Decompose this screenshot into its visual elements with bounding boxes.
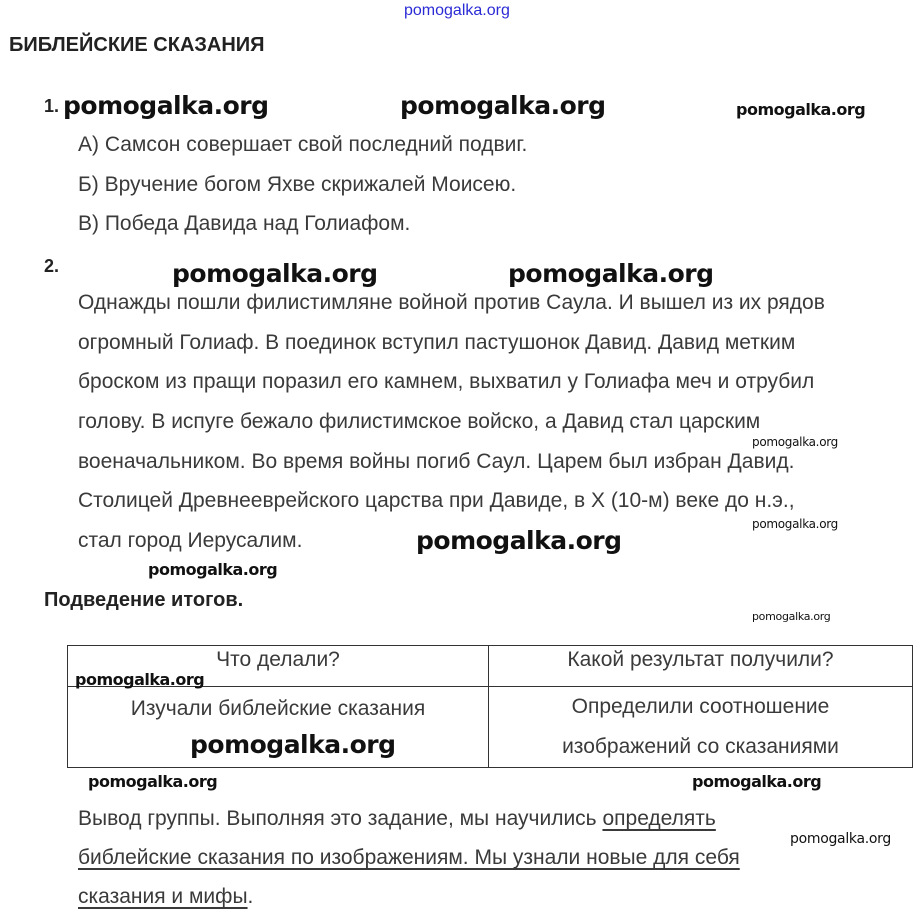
table-header-cell: Какой результат получили? xyxy=(489,646,913,687)
watermark: pomogalka.org xyxy=(508,259,714,288)
watermark: pomogalka.org xyxy=(692,772,822,791)
watermark: pomogalka.org xyxy=(63,91,269,120)
task-1-number: 1. xyxy=(44,96,60,116)
watermark: pomogalka.org xyxy=(190,730,396,759)
task-2-line: военачальником. Во время войны погиб Саул. Царем был избран Давид. xyxy=(78,450,795,473)
task-2-line: огромный Голиаф. В поединок вступил пастушонок Давид. Давид метким xyxy=(78,331,796,354)
watermark: pomogalka.org xyxy=(736,100,866,119)
page-title: БИБЛЕЙСКИЕ СКАЗАНИЯ xyxy=(9,34,265,56)
watermark: pomogalka.org xyxy=(752,435,838,449)
table-header-cell: Что делали? xyxy=(68,646,489,687)
task-2-line: броском из пращи поразил его камнем, выхватил у Голиафа меч и отрубил xyxy=(78,370,815,393)
task-2-line: стал город Иерусалим. xyxy=(78,529,303,552)
conclusion-line-2 xyxy=(78,846,740,870)
watermark: pomogalka.org xyxy=(400,91,606,120)
watermark: pomogalka.org xyxy=(416,526,622,555)
watermark: pomogalka.org xyxy=(790,831,891,847)
conclusion-underlined: определять xyxy=(602,807,716,830)
summary-heading: Подведение итогов. xyxy=(44,589,244,611)
watermark: pomogalka.org xyxy=(148,560,278,579)
watermark: pomogalka.org xyxy=(88,772,218,791)
task-1-item-c: В) Победа Давида над Голиафом. xyxy=(78,212,411,235)
task-2-line: голову. В испуге бежало филистимское войско, а Давид стал царским xyxy=(78,410,761,433)
task-1-item-a: А) Самсон совершает свой последний подвиг. xyxy=(78,133,528,156)
conclusion-text: . xyxy=(247,885,254,908)
watermark: pomogalka.org xyxy=(75,670,205,689)
watermark: pomogalka.org xyxy=(172,259,378,288)
task-1-item-b: Б) Вручение богом Яхве скрижалей Моисею. xyxy=(78,173,517,196)
conclusion-text: Вывод группы. Выполняя это задание, мы научились xyxy=(78,807,603,830)
conclusion-line-1 xyxy=(78,807,716,831)
conclusion-underlined: библейские сказания по изображениям. Мы узнали новые для себя xyxy=(78,846,740,869)
watermark: pomogalka.org xyxy=(752,517,838,531)
table-cell: Определили соотношение изображений со сказаниями xyxy=(489,687,913,768)
task-2-number: 2. xyxy=(44,256,60,276)
conclusion-underlined: сказания и мифы xyxy=(78,885,248,908)
table-cell: Изучали библейские сказания xyxy=(68,687,489,768)
watermark-top: pomogalka.org xyxy=(404,2,510,19)
conclusion-line-3 xyxy=(78,885,253,909)
watermark: pomogalka.org xyxy=(752,610,831,623)
task-2-line: Столицей Древнееврейского царства при Давиде, в X (10-м) веке до н.э., xyxy=(78,489,795,512)
task-2-line: Однажды пошли филистимляне войной против Саула. И вышел из их рядов xyxy=(78,291,825,314)
